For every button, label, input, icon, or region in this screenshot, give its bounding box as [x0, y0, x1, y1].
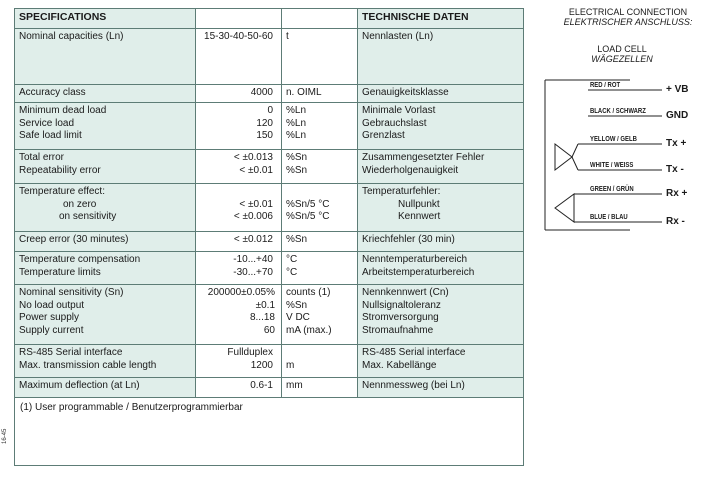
spec-label: Nominal sensitivity (Sn) No load output Power supply Supply current: [19, 287, 124, 336]
spec-label: RS-485 Serial interface Max. transmission cable length: [19, 347, 157, 371]
connection-title-en: ELECTRICAL CONNECTION: [568, 7, 688, 17]
unit-header-blank: [281, 9, 357, 28]
spec-unit: m: [281, 345, 357, 377]
table-row: [15, 102, 523, 149]
spec-value: 4000: [195, 85, 281, 102]
spec-unit: %Sn: [281, 232, 357, 251]
spec-label-de: Genauigkeitsklasse: [357, 85, 523, 102]
spec-label-de: Nennmessweg (bei Ln): [357, 378, 523, 397]
table-row: [15, 251, 523, 284]
table-row: [15, 377, 523, 397]
signal-tx-plus: Tx +: [666, 138, 687, 149]
loadcell-label: [562, 44, 682, 64]
table-row: [15, 231, 523, 251]
spec-label: Total error Repeatability error: [19, 152, 101, 176]
spec-unit: t: [281, 29, 357, 84]
spec-header: SPECIFICATIONS: [19, 11, 107, 23]
spec-label-de: Nennlasten (Ln): [357, 29, 523, 84]
spec-unit: counts (1) %Sn V DC mA (max.): [281, 285, 357, 344]
spec-unit: %Ln %Ln %Ln: [281, 103, 357, 149]
spec-value: 0 120 150: [195, 103, 281, 149]
signal-gnd: GND: [666, 110, 689, 121]
table-row: [15, 183, 523, 231]
spec-label-de: Zusammengesetzter Fehler Wiederholgenauigkeit: [357, 150, 523, 183]
spec-label-de: Minimale Vorlast Gebrauchslast Grenzlast: [357, 103, 523, 149]
spec-unit: %Sn/5 °C %Sn/5 °C: [281, 184, 357, 231]
table-row: [15, 28, 523, 84]
signal-tx-minus: Tx -: [666, 164, 684, 175]
table-row: [15, 344, 523, 377]
wire-label-green: GREEN / GRÜN: [590, 186, 634, 193]
tx-out-plus: [572, 144, 578, 157]
wire-label-black: BLACK / SCHWARZ: [590, 108, 646, 115]
wire-label-white: WHITE / WEISS: [590, 162, 634, 169]
spec-label: Creep error (30 minutes): [19, 234, 129, 245]
loadcell-label-en: LOAD CELL: [597, 44, 647, 54]
connection-title: [548, 7, 708, 27]
signal-rx-plus: Rx +: [666, 188, 688, 199]
table-row: [15, 284, 523, 344]
spec-label: Temperature compensation Temperature limits: [19, 254, 141, 278]
spec-label: Accuracy class: [19, 87, 86, 98]
spec-value: Fullduplex 1200: [195, 345, 281, 377]
techn-header: TECHNISCHE DATEN: [357, 9, 523, 28]
wire-label-yellow: YELLOW / GELB: [590, 136, 637, 143]
spec-label: Temperature effect: on zero on sensitivity: [19, 186, 117, 222]
footnote: (1) User programmable / Benutzerprogrammierbar: [15, 397, 523, 465]
specifications-table: [14, 8, 524, 466]
spec-unit: n. OIML: [281, 85, 357, 102]
spec-value: 15-30-40-50-60: [195, 29, 281, 84]
spec-value: -10...+40 -30...+70: [195, 252, 281, 284]
spec-label: Minimum dead load Service load Safe load limit: [19, 105, 107, 141]
table-header-row: [15, 9, 523, 28]
spec-label-de: Temperaturfehler: Nullpunkt Kennwert: [357, 184, 523, 231]
spec-label-de: Kriechfehler (30 min): [357, 232, 523, 251]
signal-vb: + VB: [666, 84, 689, 95]
spec-value: < ±0.01 < ±0.006: [195, 184, 281, 231]
wire-label-blue: BLUE / BLAU: [590, 214, 628, 221]
loadcell-label-de: WÄGEZELLEN: [591, 54, 653, 64]
table-row: [15, 149, 523, 183]
spec-value: 200000±0.05% ±0.1 8...18 60: [195, 285, 281, 344]
spec-label-de: Nennkennwert (Cn) Nullsignaltoleranz Stromversorgung Stromaufnahme: [357, 285, 523, 344]
table-row: [15, 84, 523, 102]
spec-unit: mm: [281, 378, 357, 397]
spec-label: Maximum deflection (at Ln): [19, 380, 140, 391]
wire-label-red: RED / ROT: [590, 82, 621, 89]
tx-driver-symbol: [555, 144, 572, 170]
spec-label-de: RS-485 Serial interface Max. Kabellänge: [357, 345, 523, 377]
spec-label: Nominal capacities (Ln): [19, 31, 124, 42]
spec-value: < ±0.012: [195, 232, 281, 251]
spec-value: 0.6-1: [195, 378, 281, 397]
spec-unit: %Sn %Sn: [281, 150, 357, 183]
connection-title-de: ELEKTRISCHER ANSCHLUSS:: [563, 17, 693, 27]
value-header-blank: [195, 9, 281, 28]
signal-rx-minus: Rx -: [666, 216, 685, 227]
side-code: 16-45: [2, 428, 8, 444]
spec-unit: °C °C: [281, 252, 357, 284]
spec-label-de: Nenntemperaturbereich Arbeitstemperaturbereich: [357, 252, 523, 284]
spec-value: < ±0.013 < ±0.01: [195, 150, 281, 183]
tx-out-minus: [572, 157, 578, 170]
rx-receiver-symbol: [555, 194, 574, 222]
